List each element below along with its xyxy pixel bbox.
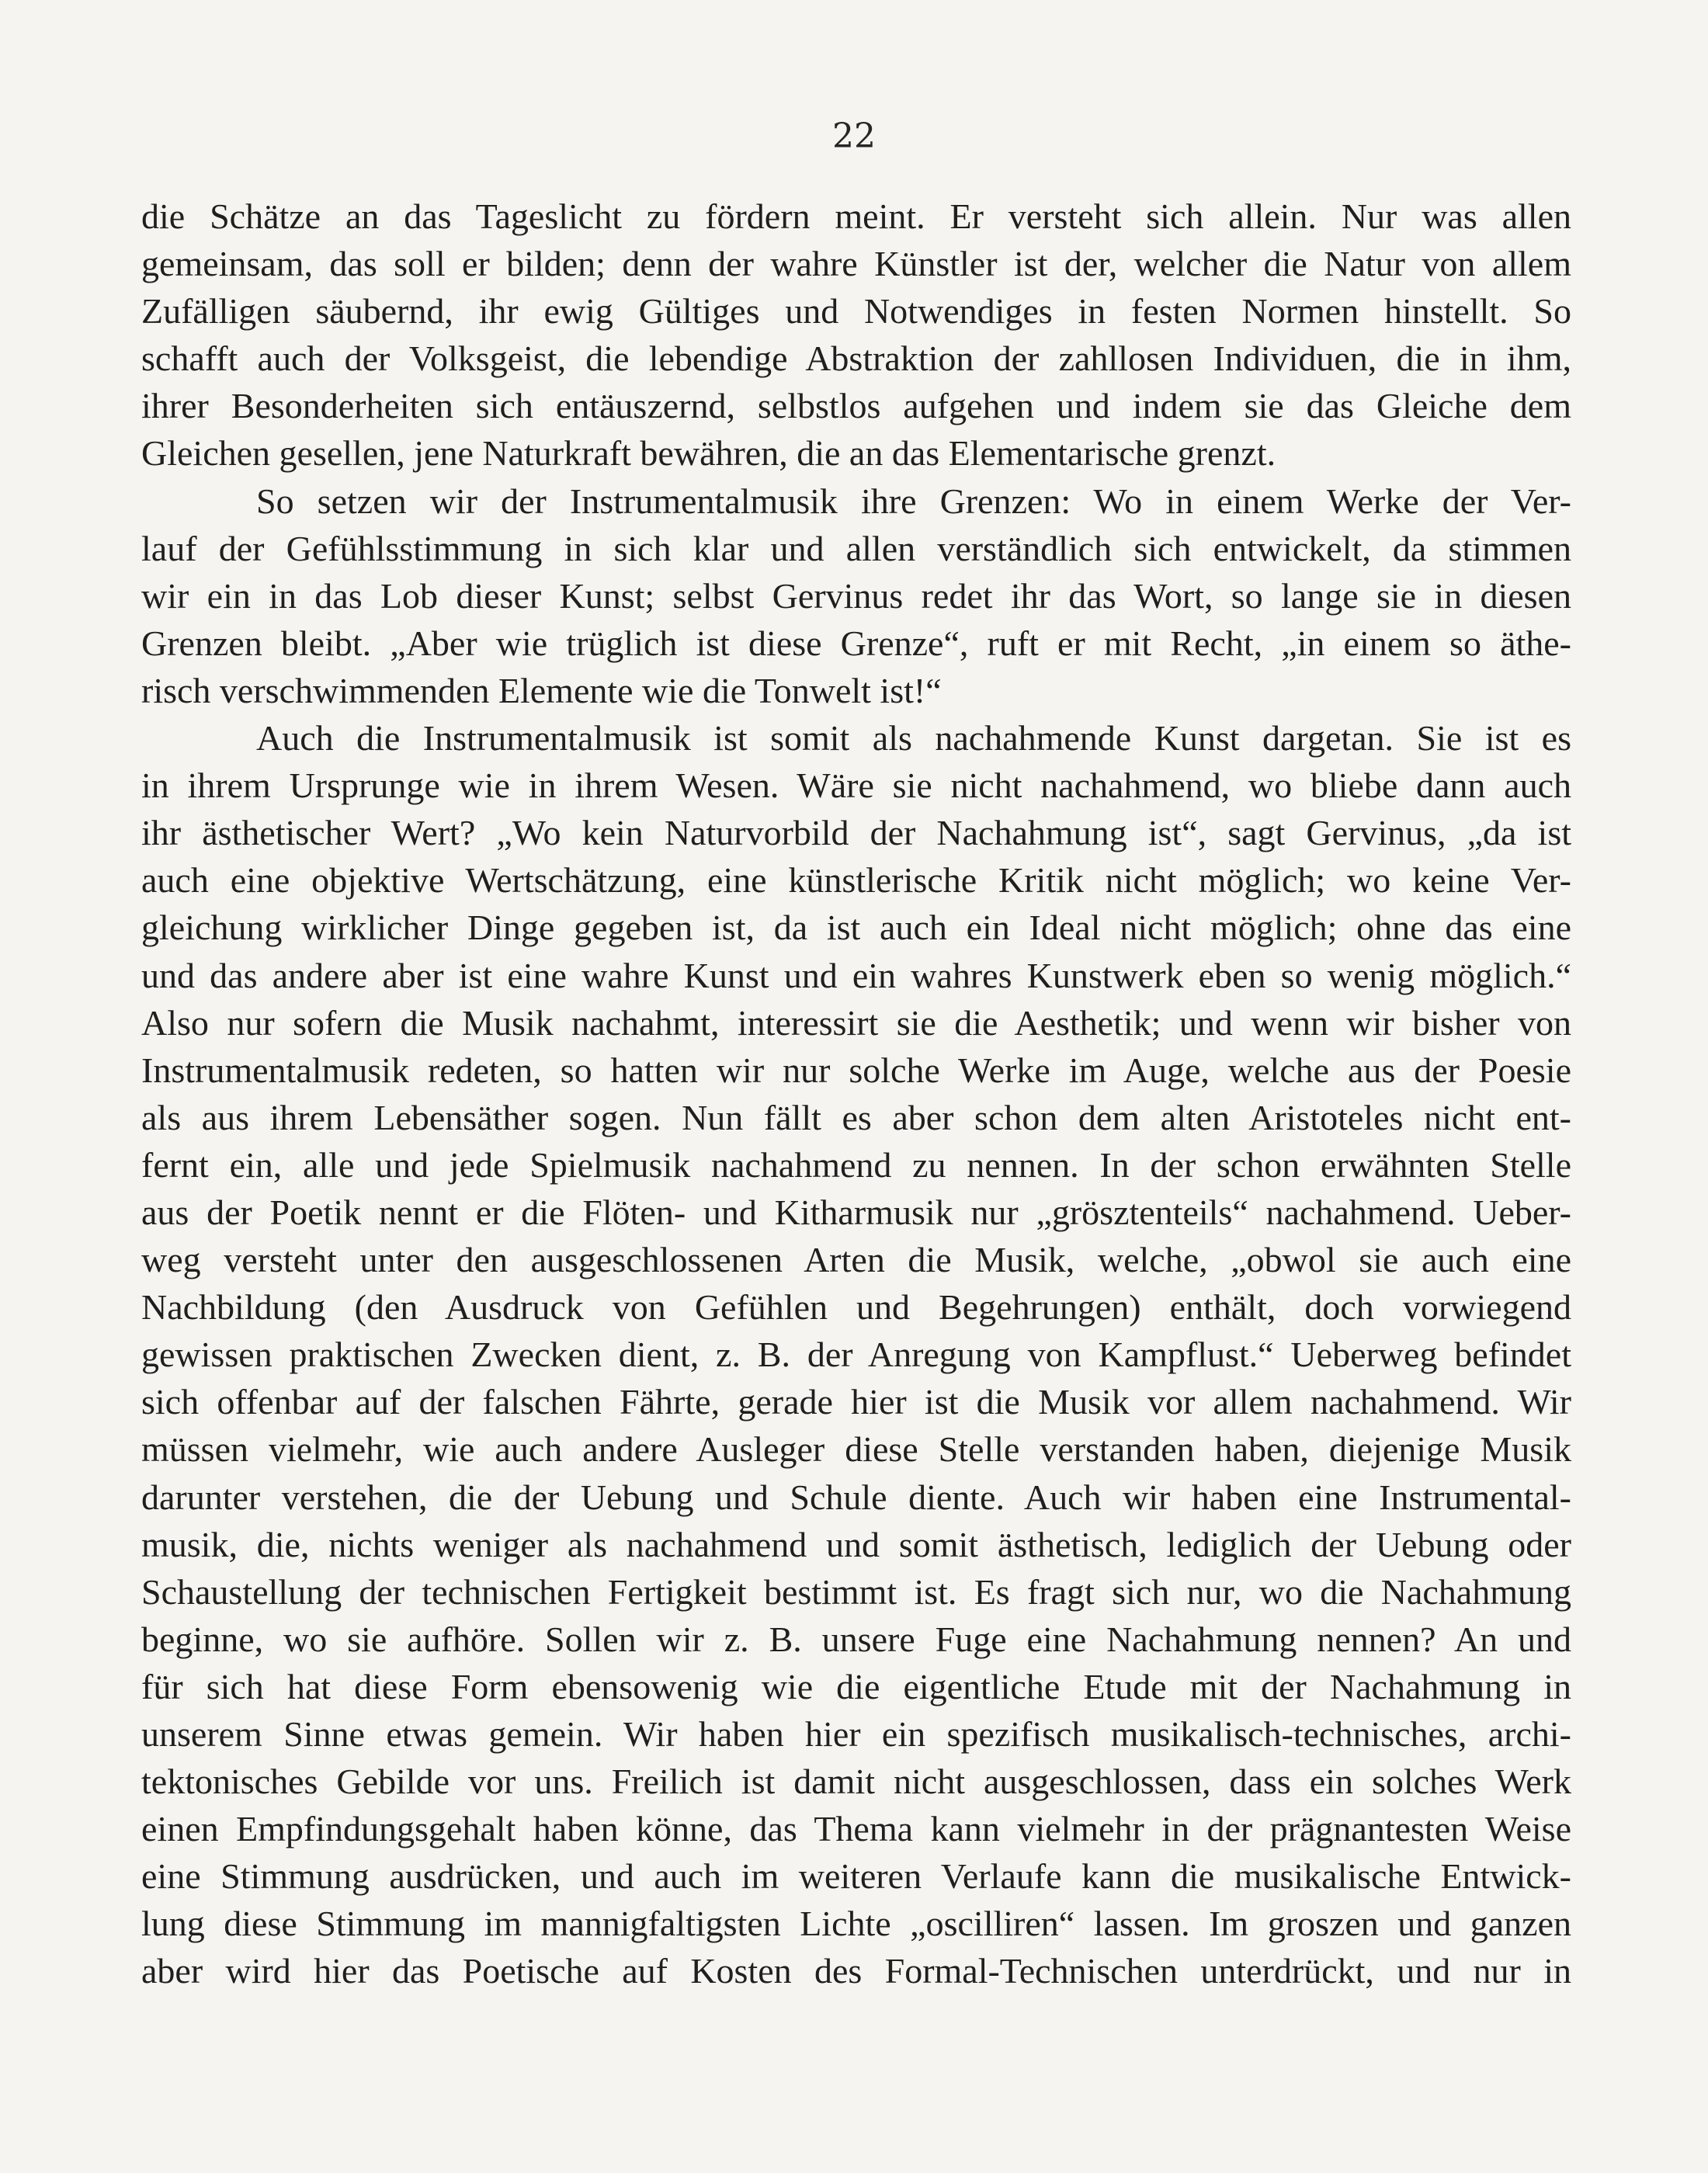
text-line: weg versteht unter den ausgeschlossenen Arten die Musik, welche, „obwol sie auch eine xyxy=(141,1240,1571,1280)
text-line: So setzen wir der Instrumentalmusik ihre Grenzen: Wo in einem Werke der Ver- xyxy=(256,481,1571,521)
body-text xyxy=(141,193,1571,1995)
text-line: darunter verstehen, die der Uebung und Schule diente. Auch wir haben eine Instrumental- xyxy=(141,1477,1571,1517)
text-line: Schaustellung der technischen Fertigkeit bestimmt ist. Es fragt sich nur, wo die Nachahmung xyxy=(141,1571,1571,1612)
text-line: auch eine objektive Wertschätzung, eine künstlerische Kritik nicht möglich; wo keine Ver- xyxy=(141,860,1571,901)
text-line: in ihrem Ursprunge wie in ihrem Wesen. Wäre sie nicht nachahmend, wo bliebe dann auch xyxy=(141,765,1571,806)
text-line: einen Empfindungsgehalt haben könne, das Thema kann vielmehr in der prägnantesten Weise xyxy=(141,1809,1571,1849)
text-line: Also nur sofern die Musik nachahmt, interessirt sie die Aesthetik; und wenn wir bisher von xyxy=(141,1002,1571,1043)
text-line: aber wird hier das Poetische auf Kosten des Formal-Technischen unterdrückt, und nur in xyxy=(141,1951,1571,1991)
text-line: für sich hat diese Form ebensowenig wie die eigentliche Etude mit der Nachahmung in xyxy=(141,1666,1571,1706)
text-line: Instrumentalmusik redeten, so hatten wir nur solche Werke im Auge, welche aus der Poesie xyxy=(141,1050,1571,1090)
text-line: ihr ästhetischer Wert? „Wo kein Naturvorbild der Nachahmung ist“, sagt Gervinus, „da ist xyxy=(141,813,1571,853)
text-line: beginne, wo sie aufhöre. Sollen wir z. B. unsere Fuge eine Nachahmung nennen? An und xyxy=(141,1619,1571,1659)
text-line: lauf der Gefühlsstimmung in sich klar und allen verständlich sich entwickelt, da stimmen xyxy=(141,528,1571,568)
text-line: Auch die Instrumentalmusik ist somit als nachahmende Kunst dargetan. Sie ist es xyxy=(256,718,1571,758)
text-line: unserem Sinne etwas gemein. Wir haben hier ein spezifisch musikalisch-technisches, archi- xyxy=(141,1714,1571,1754)
text-line: Nachbildung (den Ausdruck von Gefühlen und Begehrungen) enthält, doch vorwiegend xyxy=(141,1287,1571,1328)
text-line: fernt ein, alle und jede Spielmusik nachahmend zu nennen. In der schon erwähnten Stelle xyxy=(141,1144,1571,1185)
text-line: und das andere aber ist eine wahre Kunst und ein wahres Kunstwerk eben so wenig möglich.“ xyxy=(141,955,1571,995)
text-line: gleichung wirklicher Dinge gegeben ist, da ist auch ein Ideal nicht möglich; ohne das eine xyxy=(141,908,1571,948)
text-line: eine Stimmung ausdrücken, und auch im weiteren Verlaufe kann die musikalische Entwick- xyxy=(141,1856,1571,1897)
text-line: gewissen praktischen Zwecken dient, z. B. der Anregung von Kampflust.“ Ueberweg befindet xyxy=(141,1335,1571,1375)
page-number: 22 xyxy=(832,116,876,156)
text-line: tektonisches Gebilde vor uns. Freilich ist damit nicht ausgeschlossen, dass ein solches Werk xyxy=(141,1762,1571,1802)
text-line: musik, die, nichts weniger als nachahmend und somit ästhetisch, lediglich der Uebung oder xyxy=(141,1524,1571,1564)
text-line: ihrer Besonderheiten sich entäuszernd, selbstlos aufgehen und indem sie das Gleiche dem xyxy=(141,386,1571,426)
text-line: gemeinsam, das soll er bilden; denn der wahre Künstler ist der, welcher die Natur von allem xyxy=(141,244,1571,284)
text-line: schafft auch der Volksgeist, die lebendige Abstraktion der zahllosen Individuen, die in ihm, xyxy=(141,338,1571,379)
text-line: wir ein in das Lob dieser Kunst; selbst Gervinus redet ihr das Wort, so lange sie in diesen xyxy=(141,575,1571,616)
text-line: aus der Poetik nennt er die Flöten- und Kitharmusik nur „grösztenteils“ nachahmend. Ueber- xyxy=(141,1192,1571,1232)
text-line: sich offenbar auf der falschen Fährte, gerade hier ist die Musik vor allem nachahmend. Wir xyxy=(141,1382,1571,1422)
text-line: risch verschwimmenden Elemente wie die Tonwelt ist!“ xyxy=(141,670,942,710)
text-line: Zufälligen säubernd, ihr ewig Gültiges und Notwendiges in festen Normen hinstellt. So xyxy=(141,291,1571,332)
text-line: Grenzen bleibt. „Aber wie trüglich ist diese Grenze“, ruft er mit Recht, „in einem so äthe- xyxy=(141,623,1571,663)
text-line: Gleichen gesellen, jene Naturkraft bewähren, die an das Elementarische grenzt. xyxy=(141,433,1276,474)
text-line: lung diese Stimmung im mannigfaltigsten Lichte „oscilliren“ lassen. Im groszen und ganzen xyxy=(141,1904,1571,1944)
text-line: als aus ihrem Lebensäther sogen. Nun fällt es aber schon dem alten Aristoteles nicht ent- xyxy=(141,1097,1571,1137)
text-line: die Schätze an das Tageslicht zu fördern meint. Er versteht sich allein. Nur was allen xyxy=(141,196,1571,236)
text-line: müssen vielmehr, wie auch andere Ausleger diese Stelle verstanden haben, diejenige Musik xyxy=(141,1429,1571,1470)
